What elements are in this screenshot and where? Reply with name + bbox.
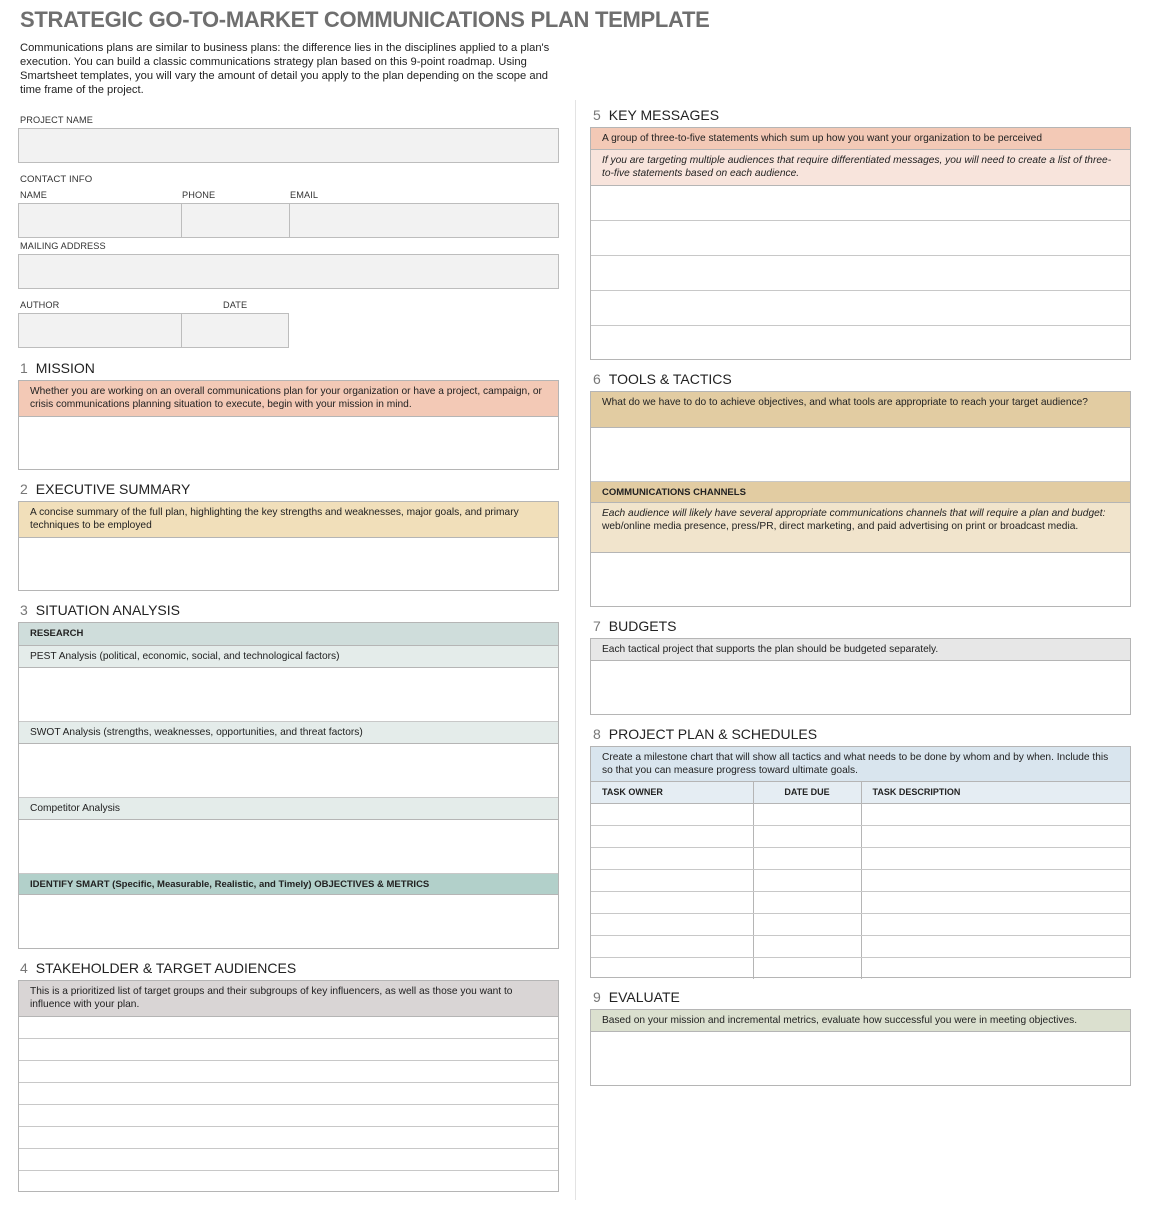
plan-box [590, 746, 1131, 978]
task-owner-cell[interactable] [591, 847, 753, 869]
plan-title: PROJECT PLAN & SCHEDULES [608, 726, 818, 742]
key-messages-number: 5 [593, 107, 601, 123]
stakeholder-row[interactable] [19, 1171, 558, 1191]
situation-title: SITUATION ANALYSIS [35, 602, 180, 618]
date-due-cell[interactable] [753, 825, 861, 847]
phone-field[interactable] [182, 204, 290, 237]
stakeholder-number: 4 [20, 960, 28, 976]
stakeholder-prompt: This is a prioritized list of target groups and their subgroups of key influencers, as well as those you want to influence with your plan. [19, 981, 558, 1017]
date-label: DATE [223, 300, 248, 310]
task-owner-cell[interactable] [591, 869, 753, 891]
task-owner-cell[interactable] [591, 803, 753, 825]
budgets-number: 7 [593, 618, 601, 634]
date-due-cell[interactable] [753, 803, 861, 825]
swot-label: SWOT Analysis (strengths, weaknesses, opportunities, and threat factors) [19, 722, 558, 744]
stakeholder-row[interactable] [19, 1149, 558, 1171]
executive-prompt: A concise summary of the full plan, highlighting the key strengths and weaknesses, major goals, and primary techniques to be employed [19, 502, 558, 538]
research-label: RESEARCH [19, 623, 558, 646]
tools-title: TOOLS & TACTICS [608, 371, 732, 387]
task-description-cell[interactable] [861, 913, 1130, 935]
situation-box [18, 622, 559, 949]
phone-label: PHONE [182, 190, 216, 200]
executive-title: EXECUTIVE SUMMARY [35, 481, 191, 497]
column-divider [575, 100, 576, 1200]
contact-info-label: CONTACT INFO [20, 174, 93, 185]
plan-table [591, 782, 1130, 979]
key-messages-title: KEY MESSAGES [608, 107, 720, 123]
date-field[interactable] [182, 314, 288, 347]
mailing-address-label: MAILING ADDRESS [20, 241, 106, 251]
author-date-row [18, 313, 289, 348]
date-due-cell[interactable] [753, 935, 861, 957]
executive-box [18, 501, 559, 591]
task-description-cell[interactable] [861, 825, 1130, 847]
pest-label: PEST Analysis (political, economic, social, and technological factors) [19, 646, 558, 668]
plan-heading [593, 726, 817, 742]
mission-title: MISSION [35, 360, 95, 376]
key-messages-prompt: A group of three-to-five statements which sum up how you want your organization to be perceived [591, 128, 1130, 150]
mission-prompt: Whether you are working on an overall communications plan for your organization or have a project, campaign, or crisis communications planning situation to execute, begin with your mission in mind. [19, 381, 558, 417]
date-due-cell[interactable] [753, 913, 861, 935]
stakeholder-row[interactable] [19, 1061, 558, 1083]
competitor-entry[interactable] [19, 820, 558, 874]
smart-entry[interactable] [19, 895, 558, 948]
key-message-row[interactable] [591, 221, 1130, 256]
date-due-cell[interactable] [753, 869, 861, 891]
task-description-cell[interactable] [861, 869, 1130, 891]
budgets-prompt: Each tactical project that supports the plan should be budgeted separately. [591, 639, 1130, 661]
author-field[interactable] [19, 314, 182, 347]
table-row [591, 957, 1130, 979]
stakeholder-row[interactable] [19, 1017, 558, 1039]
tools-entry[interactable] [591, 428, 1130, 482]
budgets-entry[interactable] [591, 661, 1130, 714]
channels-entry[interactable] [591, 553, 1130, 606]
table-row [591, 803, 1130, 825]
executive-number: 2 [20, 481, 28, 497]
name-field[interactable] [19, 204, 182, 237]
key-message-row[interactable] [591, 186, 1130, 221]
task-owner-cell[interactable] [591, 957, 753, 979]
table-row [591, 869, 1130, 891]
evaluate-number: 9 [593, 989, 601, 1005]
key-messages-note: If you are targeting multiple audiences that require differentiated messages, you will need to create a list of three-to-five statements based on each audience. [591, 150, 1130, 186]
stakeholder-row[interactable] [19, 1039, 558, 1061]
mission-number: 1 [20, 360, 28, 376]
mailing-address-field[interactable] [18, 254, 559, 289]
task-description-cell[interactable] [861, 891, 1130, 913]
table-row [591, 891, 1130, 913]
channels-list: web/online media presence, press/PR, direct marketing, and paid advertising on print or broadcast media. [602, 521, 1079, 532]
evaluate-heading [593, 989, 680, 1005]
situation-heading [20, 602, 180, 618]
pest-entry[interactable] [19, 668, 558, 722]
date-due-cell[interactable] [753, 957, 861, 979]
stakeholder-row[interactable] [19, 1127, 558, 1149]
intro-text: Communications plans are similar to business plans: the difference lies in the disciplines applied to a plan's execution. You can build a classic communications strategy plan based on this 9-point roadmap. Using Smartsheet templates, you will vary the amount of detail you apply to the plan depending on the scope and time frame of the project. [20, 42, 550, 96]
col-task-description: TASK DESCRIPTION [861, 782, 1130, 803]
task-description-cell[interactable] [861, 803, 1130, 825]
plan-table-header [591, 782, 1130, 803]
email-field[interactable] [290, 204, 558, 237]
key-message-row[interactable] [591, 326, 1130, 359]
task-owner-cell[interactable] [591, 891, 753, 913]
stakeholder-row[interactable] [19, 1105, 558, 1127]
table-row [591, 847, 1130, 869]
evaluate-title: EVALUATE [608, 989, 680, 1005]
project-name-label: PROJECT NAME [20, 115, 94, 125]
key-messages-heading [593, 107, 719, 123]
evaluate-prompt: Based on your mission and incremental metrics, evaluate how successful you were in meeting objectives. [591, 1010, 1130, 1032]
evaluate-entry[interactable] [591, 1032, 1130, 1085]
task-description-cell[interactable] [861, 957, 1130, 979]
table-row [591, 825, 1130, 847]
mission-box [18, 380, 559, 470]
table-row [591, 913, 1130, 935]
tools-box [590, 391, 1131, 607]
task-description-cell[interactable] [861, 935, 1130, 957]
situation-number: 3 [20, 602, 28, 618]
evaluate-box [590, 1009, 1131, 1086]
page-title: STRATEGIC GO-TO-MARKET COMMUNICATIONS PLAN TEMPLATE [20, 7, 710, 32]
date-due-cell[interactable] [753, 891, 861, 913]
tools-number: 6 [593, 371, 601, 387]
col-date-due: DATE DUE [753, 782, 861, 803]
task-description-cell[interactable] [861, 847, 1130, 869]
competitor-label: Competitor Analysis [19, 798, 558, 820]
task-owner-cell[interactable] [591, 935, 753, 957]
key-messages-box [590, 127, 1131, 360]
channels-note: Each audience will likely have several appropriate communications channels that will require a plan and budget: [602, 508, 1106, 519]
budgets-title: BUDGETS [608, 618, 677, 634]
name-label: NAME [20, 190, 47, 200]
stakeholder-row[interactable] [19, 1083, 558, 1105]
executive-entry[interactable] [19, 538, 558, 590]
swot-entry[interactable] [19, 744, 558, 798]
stakeholder-heading [20, 960, 296, 976]
channels-info [591, 503, 1130, 553]
key-message-row[interactable] [591, 256, 1130, 291]
col-task-owner: TASK OWNER [591, 782, 753, 803]
executive-heading [20, 481, 190, 497]
contact-row [18, 203, 559, 238]
budgets-heading [593, 618, 676, 634]
tools-prompt: What do we have to do to achieve objectives, and what tools are appropriate to reach your target audience? [591, 392, 1130, 428]
channels-label: COMMUNICATIONS CHANNELS [591, 482, 1130, 503]
task-owner-cell[interactable] [591, 825, 753, 847]
smart-label: IDENTIFY SMART (Specific, Measurable, Realistic, and Timely) OBJECTIVES & METRICS [19, 874, 558, 895]
mission-entry[interactable] [19, 417, 558, 469]
project-name-field[interactable] [18, 128, 559, 163]
mission-heading [20, 360, 95, 376]
task-owner-cell[interactable] [591, 913, 753, 935]
author-label: AUTHOR [20, 300, 60, 310]
tools-heading [593, 371, 732, 387]
stakeholder-box [18, 980, 559, 1192]
email-label: EMAIL [290, 190, 319, 200]
budgets-box [590, 638, 1131, 715]
table-row [591, 935, 1130, 957]
date-due-cell[interactable] [753, 847, 861, 869]
stakeholder-title: STAKEHOLDER & TARGET AUDIENCES [35, 960, 297, 976]
key-message-row[interactable] [591, 291, 1130, 326]
plan-number: 8 [593, 726, 601, 742]
plan-prompt: Create a milestone chart that will show all tactics and what needs to be done by whom and by when. Include this so that you can measure progress toward ultimate goals. [591, 747, 1130, 782]
